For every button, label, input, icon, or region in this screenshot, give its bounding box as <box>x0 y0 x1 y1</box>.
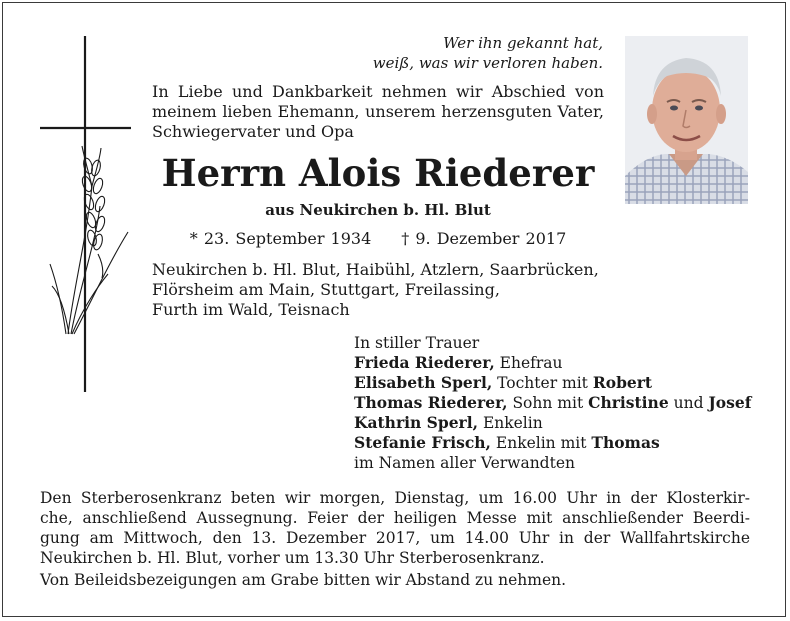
service-line-1: Den Sterberosenkranz beten wir morgen, Dienstag, um 16.00 Uhr in der Klosterkir- <box>40 489 750 507</box>
places-list <box>152 260 622 320</box>
epitaph-quote <box>300 33 603 73</box>
mourner-relation: Ehefrau <box>494 354 563 372</box>
mourner-relation: Tochter mit <box>492 374 593 392</box>
mourner-name: Thomas Riederer, <box>354 393 508 412</box>
mourners-block <box>354 333 754 473</box>
service-details <box>40 488 750 568</box>
mourner-row <box>354 433 754 453</box>
portrait-photo <box>625 36 748 204</box>
mourner-row <box>354 373 754 393</box>
mourners-footer: im Namen aller Verwandten <box>354 454 575 472</box>
intro-text: In Liebe und Dankbarkeit nehmen wir Abschied von meinem lieben Ehemann, unserem herzensguten Vater, Schwiegervater und Opa <box>152 82 604 141</box>
mourner-partner: Christine <box>588 393 669 412</box>
epitaph-line-1: Wer ihn gekannt hat, <box>443 34 603 52</box>
death-date: † 9. Dezember 2017 <box>401 229 567 248</box>
life-dates <box>152 229 604 249</box>
mourner-partner: Robert <box>592 373 653 392</box>
cross-with-wheat-icon <box>38 36 138 392</box>
mourner-row <box>354 413 754 433</box>
service-line-3: gung am Mittwoch, den 13. Dezember 2017, um 14.00 Uhr in der Wallfahrtskirche <box>40 529 750 547</box>
mourner-partner: Thomas <box>591 433 660 452</box>
mourner-row <box>354 353 754 373</box>
mourners-heading: In stiller Trauer <box>354 334 480 352</box>
mourner-conjunction: und <box>668 394 709 412</box>
deceased-origin: aus Neukirchen b. Hl. Blut <box>265 201 491 219</box>
service-line-4: Neukirchen b. Hl. Blut, vorher um 13.30 Uhr Sterberosenkranz. <box>40 549 545 567</box>
mourner-relation: Enkelin <box>478 414 543 432</box>
mourner-relation: Enkelin mit <box>490 434 592 452</box>
mourner-row <box>354 393 754 413</box>
places-line-2: Flörsheim am Main, Stuttgart, Freilassing, <box>152 280 500 299</box>
service-line-2: che, anschließend Aussegnung. Feier der heiligen Messe mit anschließender Beerdi- <box>40 509 750 527</box>
birth-date: * 23. September 1934 <box>189 229 372 248</box>
closing-note: Von Beileidsbezeigungen am Grabe bitten wir Abstand zu nehmen. <box>40 571 567 589</box>
mourner-partner: Josef <box>708 393 752 412</box>
mourner-name: Elisabeth Sperl, <box>354 373 493 392</box>
places-line-1: Neukirchen b. Hl. Blut, Haibühl, Atzlern, Saarbrücken, <box>152 260 599 279</box>
deceased-name: Herrn Alois Riederer <box>161 151 595 195</box>
mourner-name: Frieda Riederer, <box>354 353 495 372</box>
places-line-3: Furth im Wald, Teisnach <box>152 300 350 319</box>
epitaph-line-2: weiß, was wir verloren haben. <box>372 54 603 72</box>
mourner-name: Kathrin Sperl, <box>354 413 479 432</box>
mourner-name: Stefanie Frisch, <box>354 433 491 452</box>
mourner-relation: Sohn mit <box>507 394 589 412</box>
